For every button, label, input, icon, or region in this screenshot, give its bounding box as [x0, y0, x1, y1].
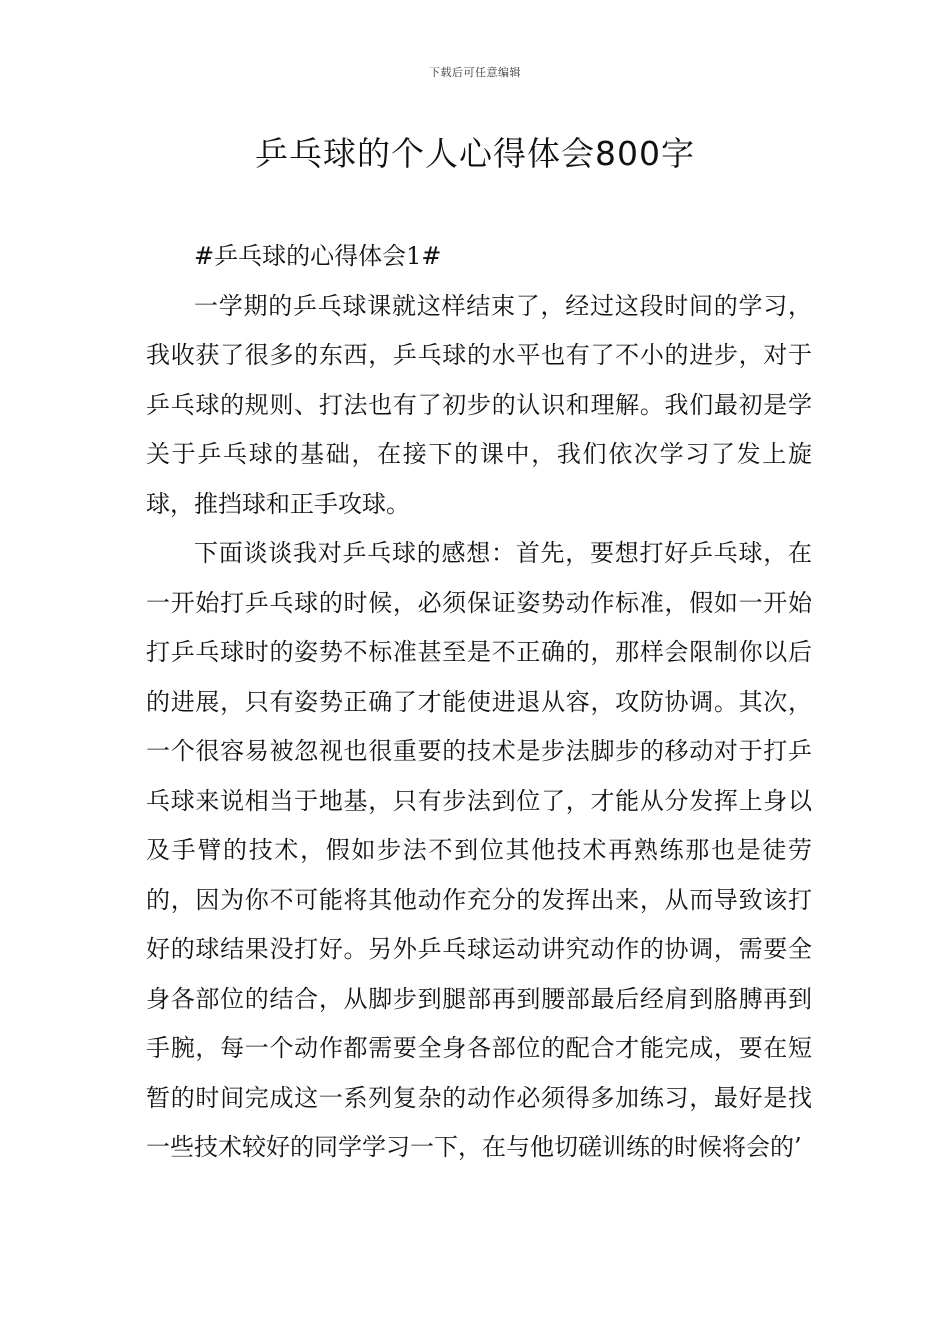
document-body — [146, 232, 812, 1173]
paragraph-1: 一学期的乒乓球课就这样结束了，经过这段时间的学习，我收获了很多的东西，乒乓球的水平也有了不小的进步，对于乒乓球的规则、打法也有了初步的认识和理解。我们最初是学关于乒乓球的基础，在接下的课中，我们依次学习了发上旋球，推挡球和正手攻球。 — [146, 291, 812, 518]
document-title: 乒乓球的个人心得体会800字 — [255, 134, 695, 173]
paragraph-2: 下面谈谈我对乒乓球的感想：首先，要想打好乒乓球，在一开始打乒乓球的时候，必须保证姿势动作标准，假如一开始打乒乓球时的姿势不标准甚至是不正确的，那样会限制你以后的进展，只有姿势正确了才能使进退从容，攻防协调。其次，一个很容易被忽视也很重要的技术是步法脚步的移动对于打乒乓球来说相当于地基，只有步法到位了，才能从分发挥上身以及手臂的技术，假如步法不到位其他技术再熟练那也是徒劳的，因为你不可能将其他动作充分的发挥出来，从而导致该打好的球结果没打好。另外乒乓球运动讲究动作的协调，需要全身各部位的结合，从脚步到腿部再到腰部最后经肩到胳膊再到手腕，每一个动作都需要全身各部位的配合才能完成，要在短暂的时间完成这一系列复杂的动作必须得多加练习，最好是找一些技术较好的同学学习一下，在与他切磋训练的时候将会的’ — [146, 539, 812, 1161]
header-note: 下载后可任意编辑 — [429, 66, 521, 79]
section-heading: #乒乓球的心得体会1# — [194, 242, 442, 270]
